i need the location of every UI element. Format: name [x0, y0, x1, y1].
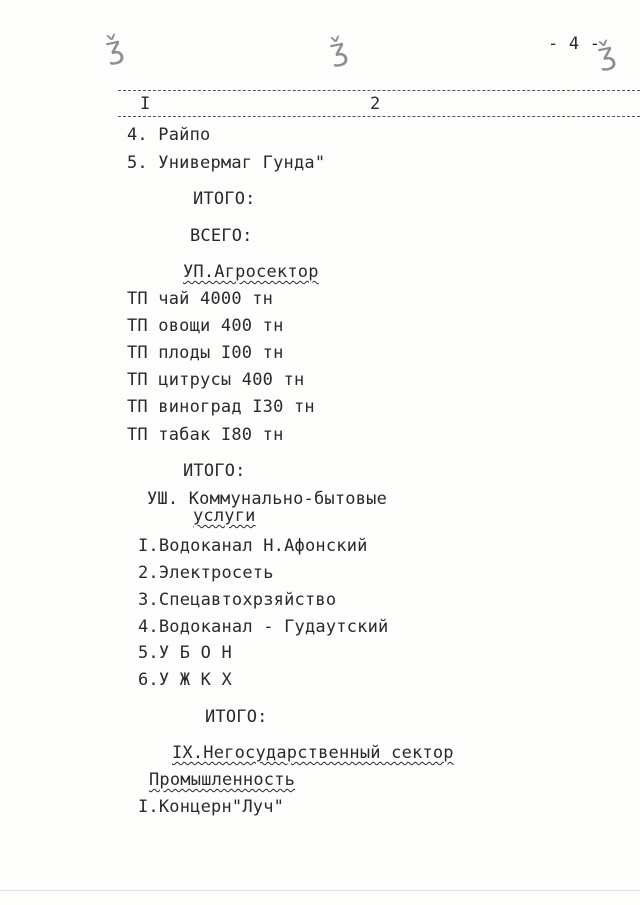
subtotal-label: ИТОГО:	[205, 707, 268, 727]
table-top-rule	[118, 90, 640, 91]
list-item: ТП виноград I30 тн	[127, 397, 315, 417]
total-label: ВСЕГО:	[190, 226, 253, 246]
list-item: ТП чай 4000 тн	[127, 289, 274, 309]
section-heading: УП.Агросектор	[183, 262, 319, 282]
list-item: ТП овощи 400 тн	[127, 316, 284, 336]
subtotal-label: ИТОГО:	[193, 189, 256, 209]
column-number-1: I	[140, 94, 151, 114]
page-bottom-edge	[0, 890, 640, 891]
list-item: 5.У Б О Н	[138, 643, 232, 663]
list-item: I.Концерн"Луч"	[138, 797, 285, 817]
punch-hole-mark: ǯ	[326, 31, 351, 70]
list-item: ТП плоды I00 тн	[127, 343, 284, 363]
section-heading-continued: услуги	[193, 506, 256, 526]
list-item: 4. Райпо	[127, 125, 211, 145]
page-number: - 4 -	[548, 34, 601, 54]
punch-hole-mark: ǯ	[102, 29, 127, 68]
section-heading: IX.Негосударственный сектор	[172, 743, 454, 763]
column-number-2: 2	[370, 94, 381, 114]
list-item: 3.Спецавтохрзяйство	[138, 590, 337, 610]
list-item: 4.Водоканал - Гудаутский	[138, 617, 389, 637]
table-header-rule	[118, 116, 640, 117]
subtotal-label: ИТОГО:	[183, 461, 246, 481]
list-item: I.Водоканал Н.Афонский	[138, 536, 368, 556]
list-item: ТП табак I80 тн	[127, 425, 284, 445]
section-heading: УШ. Коммунально-бытовые	[147, 489, 388, 509]
list-item: 6.У Ж К Х	[138, 670, 232, 690]
subsection-heading: Промышленность	[149, 770, 296, 790]
list-item: 2.Электросеть	[138, 563, 274, 583]
list-item: ТП цитрусы 400 тн	[127, 370, 305, 390]
punch-hole-mark: ǯ	[594, 35, 619, 74]
list-item: 5. Универмаг Гунда"	[127, 153, 326, 173]
